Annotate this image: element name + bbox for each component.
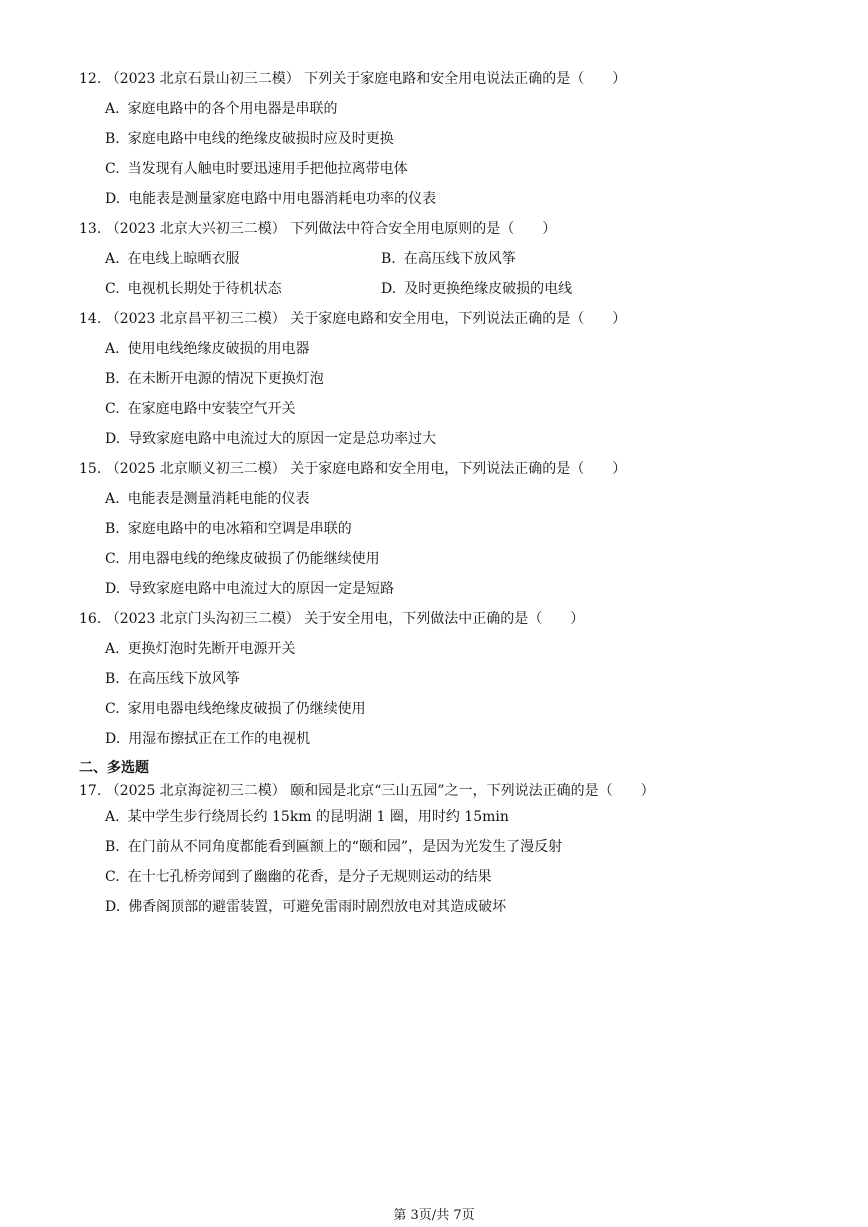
question-16-option-d <box>79 724 799 754</box>
option-text: 在高压线下放风筝 <box>403 251 516 267</box>
question-16-stem <box>79 604 799 634</box>
option-text: 家庭电路中电线的绝缘皮破损时应及时更换 <box>127 131 394 147</box>
option-text: 电能表是测量家庭电路中用电器消耗电功率的仪表 <box>128 191 437 207</box>
option-letter: D. <box>105 191 121 207</box>
option-letter: C. <box>105 869 120 885</box>
section-title-multi-choice: 二、多选题 <box>79 760 149 776</box>
option-text: 佛香阁顶部的避雷装置，可避免雷雨时剧烈放电对其造成破坏 <box>128 899 507 915</box>
question-16-option-b <box>79 664 799 694</box>
option-letter: A. <box>105 101 120 117</box>
option-letter: D. <box>105 581 121 597</box>
question-list <box>79 64 799 922</box>
question-source: （2025 北京海淀初三二模） <box>105 783 286 799</box>
option-text: 及时更换绝缘皮破损的电线 <box>404 281 573 297</box>
question-15-option-b <box>79 514 799 544</box>
question-17-option-b <box>79 832 799 862</box>
option-letter: B. <box>381 251 396 267</box>
question-17-option-a <box>79 802 799 832</box>
question-text: 下列做法中符合安全用电原则的是（ ） <box>290 221 557 237</box>
question-14-option-c <box>79 394 799 424</box>
question-15-option-a <box>79 484 799 514</box>
option-text: 家用电器电线绝缘皮破损了仍继续使用 <box>127 701 366 717</box>
option-text: 电能表是测量消耗电能的仪表 <box>127 491 310 507</box>
question-12-option-a <box>79 94 799 124</box>
question-12-option-b <box>79 124 799 154</box>
question-15-stem <box>79 454 799 484</box>
question-15-option-d <box>79 574 799 604</box>
option-text: 在家庭电路中安装空气开关 <box>127 401 296 417</box>
question-13-options-row-2 <box>79 274 799 304</box>
option-letter: B. <box>105 839 120 855</box>
option-text: 导致家庭电路中电流过大的原因一定是总功率过大 <box>128 431 437 447</box>
question-12-stem <box>79 64 799 94</box>
question-number: 12. <box>79 71 102 87</box>
question-text: 颐和园是北京“三山五园”之一，下列说法正确的是（ ） <box>290 783 655 799</box>
question-17-option-c <box>79 862 799 892</box>
option-letter: A. <box>105 341 120 357</box>
option-text: 当发现有人触电时要迅速用手把他拉离带电体 <box>127 161 408 177</box>
question-13-option-b <box>381 244 657 274</box>
option-letter: A. <box>105 809 120 825</box>
option-letter: B. <box>105 521 120 537</box>
option-letter: C. <box>105 161 120 177</box>
option-letter: B. <box>105 671 120 687</box>
question-number: 15. <box>79 461 102 477</box>
question-15-option-c <box>79 544 799 574</box>
question-text: 下列关于家庭电路和安全用电说法正确的是（ ） <box>304 71 627 87</box>
option-text: 在电线上晾晒衣服 <box>127 251 240 267</box>
question-12-option-d <box>79 184 799 214</box>
option-letter: C. <box>105 551 120 567</box>
question-source: （2023 北京大兴初三二模） <box>105 221 286 237</box>
option-text: 在十七孔桥旁闻到了幽幽的花香，是分子无规则运动的结果 <box>127 869 492 885</box>
option-text: 家庭电路中的电冰箱和空调是串联的 <box>127 521 352 537</box>
question-17-option-d <box>79 892 799 922</box>
option-letter: B. <box>105 131 120 147</box>
option-text: 在未断开电源的情况下更换灯泡 <box>127 371 324 387</box>
question-text: 关于安全用电，下列做法中正确的是（ ） <box>304 611 585 627</box>
option-letter: B. <box>105 371 120 387</box>
option-text: 用湿布擦拭正在工作的电视机 <box>128 731 311 747</box>
question-number: 14. <box>79 311 102 327</box>
option-letter: A. <box>105 491 120 507</box>
option-letter: D. <box>381 281 397 297</box>
option-text: 更换灯泡时先断开电源开关 <box>127 641 296 657</box>
question-number: 16. <box>79 611 102 627</box>
question-text: 关于家庭电路和安全用电，下列说法正确的是（ ） <box>290 461 627 477</box>
option-text: 某中学生步行绕周长约 15km 的昆明湖 1 圈，用时约 15min <box>127 809 509 825</box>
option-text: 家庭电路中的各个用电器是串联的 <box>127 101 338 117</box>
question-14-stem <box>79 304 799 334</box>
question-text: 关于家庭电路和安全用电，下列说法正确的是（ ） <box>290 311 627 327</box>
question-16-option-a <box>79 634 799 664</box>
option-text: 导致家庭电路中电流过大的原因一定是短路 <box>128 581 395 597</box>
option-text: 电视机长期处于待机状态 <box>127 281 282 297</box>
question-14-option-b <box>79 364 799 394</box>
question-12-option-c <box>79 154 799 184</box>
question-14-option-d <box>79 424 799 454</box>
option-text: 使用电线绝缘皮破损的用电器 <box>127 341 310 357</box>
option-letter: C. <box>105 401 120 417</box>
option-letter: D. <box>105 899 121 915</box>
option-text: 用电器电线的绝缘皮破损了仍能继续使用 <box>127 551 380 567</box>
question-16-option-c <box>79 694 799 724</box>
option-letter: C. <box>105 281 120 297</box>
option-text: 在门前从不同角度都能看到匾额上的“颐和园”，是因为光发生了漫反射 <box>127 839 563 855</box>
question-13-option-a <box>105 244 381 274</box>
page-number-footer: 第 3页/共 7页 <box>393 1208 475 1223</box>
question-13-stem <box>79 214 799 244</box>
question-source: （2023 北京门头沟初三二模） <box>105 611 300 627</box>
option-text: 在高压线下放风筝 <box>127 671 240 687</box>
question-number: 17. <box>79 783 102 799</box>
question-14-option-a <box>79 334 799 364</box>
question-13-options-row-1 <box>79 244 799 274</box>
option-letter: C. <box>105 701 120 717</box>
question-13-option-d <box>381 274 657 304</box>
question-source: （2023 北京昌平初三二模） <box>105 311 286 327</box>
option-letter: D. <box>105 431 121 447</box>
question-source: （2023 北京石景山初三二模） <box>105 71 300 87</box>
option-letter: D. <box>105 731 121 747</box>
question-number: 13. <box>79 221 102 237</box>
question-source: （2025 北京顺义初三二模） <box>105 461 286 477</box>
question-13-option-c <box>105 274 381 304</box>
option-letter: A. <box>105 641 120 657</box>
question-17-stem <box>79 780 799 802</box>
option-letter: A. <box>105 251 120 267</box>
